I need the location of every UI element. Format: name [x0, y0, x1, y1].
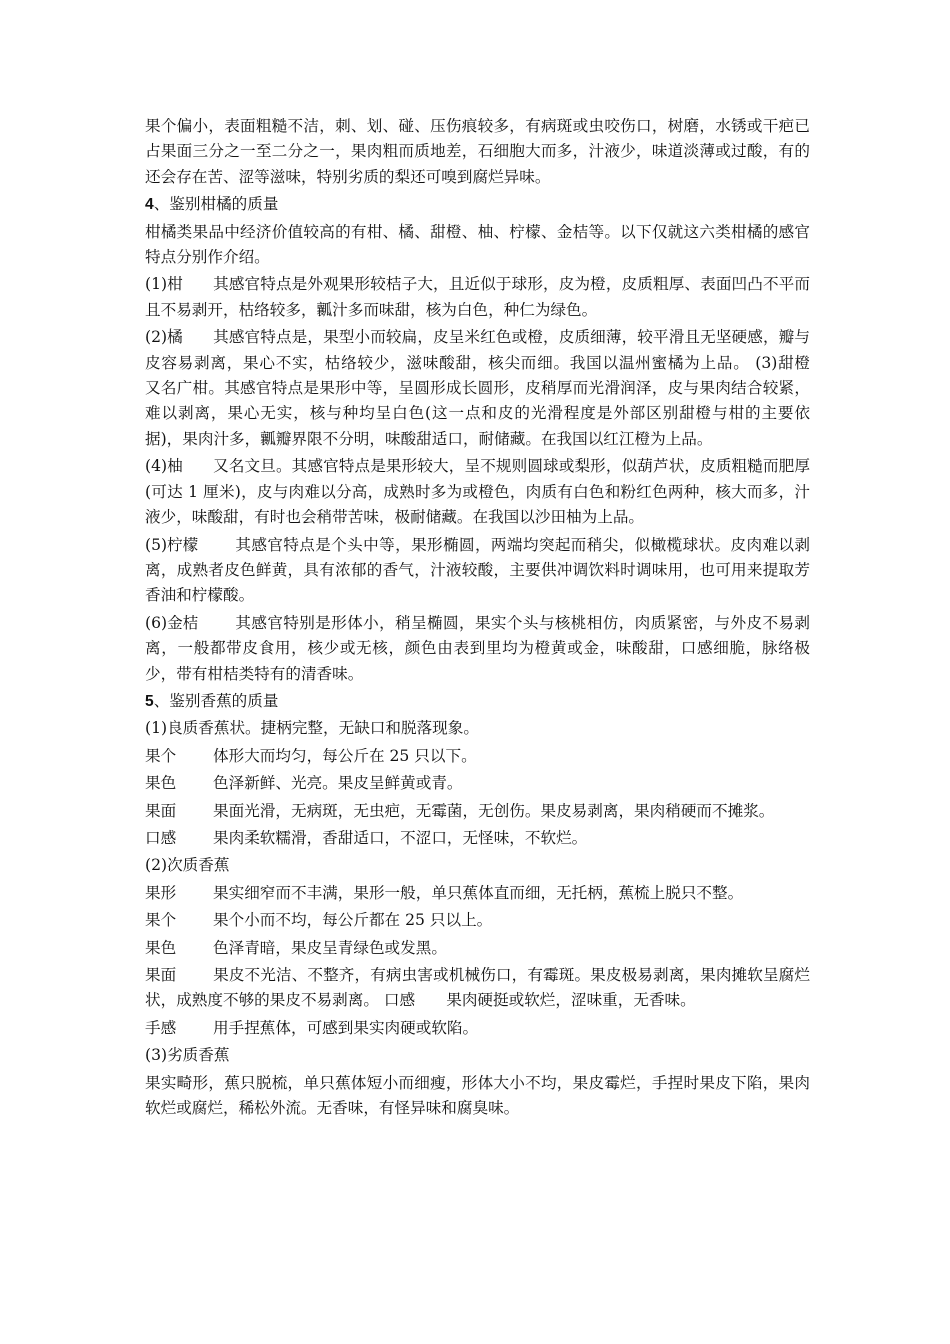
- item-text: 其感官特点是个头中等，果形椭圆，两端均突起而稍尖，似橄榄球状。皮肉难以剥离，成熟者皮色鲜黄，具有浓郁的香气，汁液较酸，主要供冲调饮料时调味用，也可用来提取芳香油和柠檬酸。: [145, 535, 810, 605]
- banana-good-size: [145, 744, 810, 769]
- item-label: 手感: [145, 1018, 177, 1037]
- item-text: 其感官特别是形体小，稍呈椭圆，果实个头与核桃相仿，肉质紧密，与外皮不易剥离，一般都带皮食用，核少或无核，颜色由表到里均为橙黄或金，味酸甜，口感细脆，脉络极少，带有柑桔类特有的清香味。: [145, 613, 810, 683]
- item-text: 果肉柔软糯滑，香甜适口，不涩口，无怪味，不软烂。: [213, 828, 588, 847]
- item-label: 果面: [145, 801, 177, 820]
- citrus-item-gan: [145, 272, 810, 323]
- banana-medium-size: [145, 908, 810, 933]
- pear-inferior-paragraph: 果个偏小，表面粗糙不洁，刺、划、碰、压伤痕较多，有病斑或虫咬伤口，树磨，水锈或干疤已占果面三分之一至二分之一，果肉粗而质地差，石细胞大而多，汁液少，味道淡薄或过酸，有的还会存在苦、涩等滋味，特别劣质的梨还可嗅到腐烂异味。: [145, 117, 810, 186]
- heading-text: 、鉴别柑橘的质量: [153, 195, 279, 214]
- banana-medium-heading: (2)次质香蕉: [145, 856, 230, 875]
- banana-poor-heading: (3)劣质香蕉: [145, 1046, 230, 1065]
- item-text: 体形大而均匀，每公斤在 25 只以下。: [213, 746, 477, 765]
- item-text: 果面光滑，无病斑，无虫疤，无霉菌，无创伤。果皮易剥离，果肉稍硬而不摊浆。: [213, 801, 775, 820]
- banana-good-color: [145, 771, 810, 796]
- heading-number: 4: [145, 196, 154, 214]
- item-text: 色泽新鲜、光亮。果皮呈鲜黄或青。: [213, 774, 463, 793]
- heading-number: 5: [145, 692, 154, 710]
- item-label: 果色: [145, 774, 177, 793]
- banana-good-heading: (1)良质香蕉状。捷柄完整，无缺口和脱落现象。: [145, 719, 479, 738]
- banana-medium-touch: [145, 1016, 810, 1041]
- item-label: 果形: [145, 883, 177, 902]
- banana-good-taste: [145, 826, 810, 851]
- banana-medium-color: [145, 936, 810, 961]
- item-label: (1)柑: [145, 275, 183, 294]
- item-label: 口感: [145, 828, 177, 847]
- citrus-item-kumquat: [145, 611, 810, 687]
- item-text: 其感官特点是外观果形较桔子大，且近似于球形，皮为橙，皮质粗厚、表面凹凸不平而且不易剥开，枯络较多，瓤汁多而味甜，核为白色，种仁为绿色。: [145, 275, 810, 319]
- document-body: [145, 114, 842, 1123]
- item-label: 果色: [145, 938, 177, 957]
- item-text: 又名文旦。其感官特点是果形较大，呈不规则圆球或梨形，似葫芦状，皮质粗糙而肥厚(可达 1 厘米)，皮与肉难以分高，成熟时多为或橙色，肉质有白色和粉红色两种，核大而多，汁液少，味酸甜，有时也会稍带苦味，极耐储藏。在我国以沙田柚为上品。: [145, 457, 810, 527]
- heading-text: 、鉴别香蕉的质量: [153, 691, 279, 710]
- banana-medium-surface: [145, 963, 810, 1014]
- citrus-item-lemon: [145, 533, 810, 609]
- citrus-item-ju: [145, 325, 842, 452]
- item-text: 用手捏蕉体，可感到果实肉硬或软陷。: [213, 1018, 479, 1037]
- banana-medium-shape: [145, 881, 810, 906]
- item-label: 果面: [145, 966, 177, 984]
- citrus-intro-paragraph: 柑橘类果品中经济价值较高的有柑、橘、甜橙、柚、柠檬、金桔等。以下仅就这六类柑橘的感官特点分别作介绍。: [145, 222, 810, 267]
- item-label: (6)金桔: [145, 613, 199, 632]
- section-heading-citrus: [145, 192, 810, 217]
- item-text: 色泽青暗，果皮呈青绿色或发黑。: [213, 938, 447, 957]
- item-text: 果实细窄而不丰满，果形一般，单只蕉体直而细，无托柄，蕉梳上脱只不整。: [213, 883, 744, 902]
- item-label: (4)柚: [145, 457, 183, 476]
- item-text: 果个小而不均，每公斤都在 25 只以上。: [213, 911, 493, 930]
- item-label: (2)橘: [145, 328, 183, 347]
- banana-poor-paragraph: 果实畸形，蕉只脱梳，单只蕉体短小而细瘦，形体大小不均，果皮霉烂，手捏时果皮下陷，果肉软烂或腐烂，稀松外流。无香味，有怪异味和腐臭味。: [145, 1073, 810, 1118]
- item-label: (5)柠檬: [145, 535, 199, 554]
- item-label: 果个: [145, 911, 177, 930]
- item-text: 其感官特点是，果型小而较扁，皮呈米红色或橙，皮质细薄，较平滑且无坚硬感，瓣与皮容易剥离，果心不实，枯络较少，滋味酸甜，核尖而细。我国以温州蜜橘为上品。 (3)甜橙 又名广柑。其感官特点是果形中等，呈圆形成长圆形，皮稍厚而光滑润泽，皮与果肉结合较紧，难以剥离，果心无实，核与种均呈白色(这一点和皮的光滑程度是外部区别甜橙与柑的主要依据)，果肉汁多，瓤瓣界限不分明，味酸甜适口，耐储藏。在我国以红江橙为上品。: [145, 328, 842, 448]
- item-text: 果皮不光洁、不整齐，有病虫害或机械伤口，有霉斑。果皮极易剥离，果肉摊软呈腐烂状，成熟度不够的果皮不易剥离。 口感 果肉硬挺或软烂，涩味重，无香味。: [145, 966, 810, 1010]
- banana-good-surface: [145, 799, 810, 824]
- item-label: 果个: [145, 746, 177, 765]
- citrus-item-you: [145, 454, 810, 530]
- section-heading-banana: [145, 689, 810, 714]
